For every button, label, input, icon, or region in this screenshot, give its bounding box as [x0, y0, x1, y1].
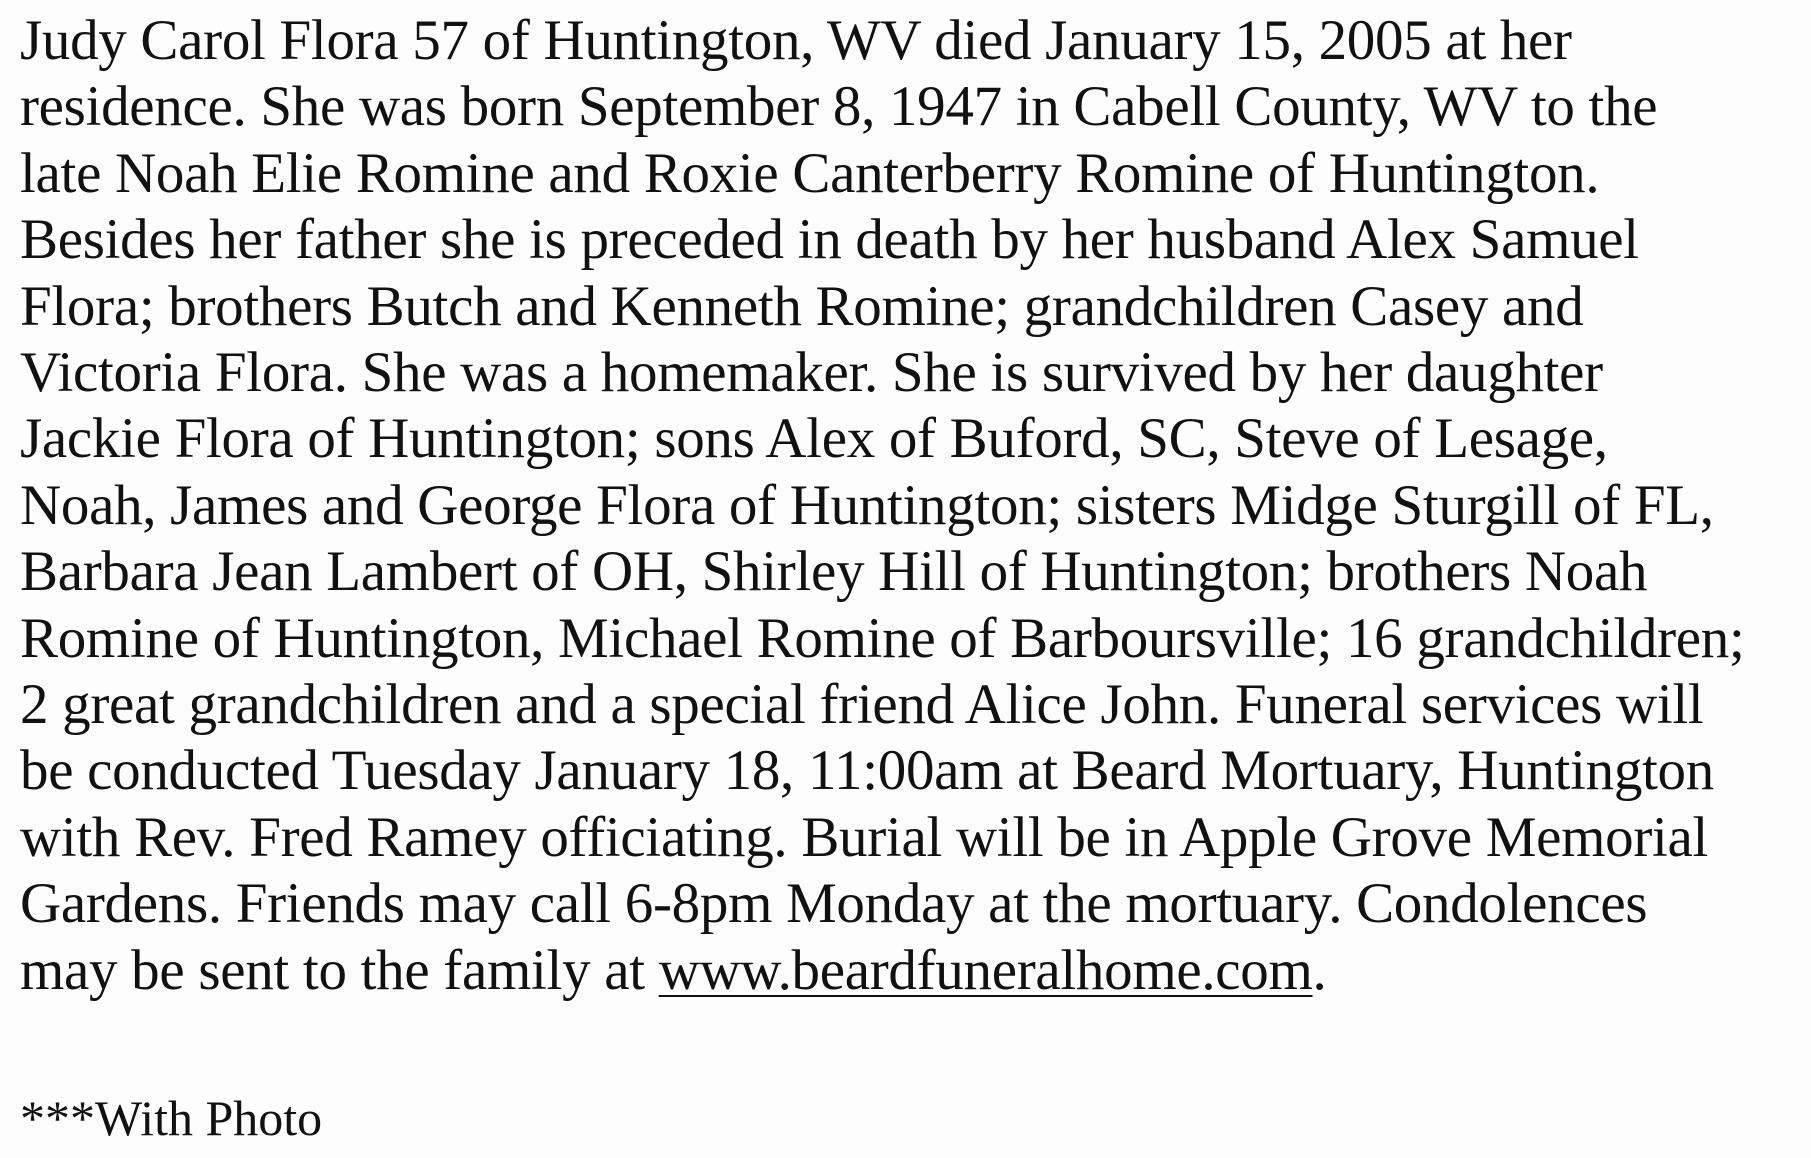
obituary-line: Romine of Huntington, Michael Romine of Barboursville; 16 grandchildren;: [20, 606, 1745, 670]
obituary-line: Jackie Flora of Huntington; sons Alex of Buford, SC, Steve of Lesage,: [20, 407, 1608, 471]
obituary-line: Flora; brothers Butch and Kenneth Romine; grandchildren Casey and: [20, 274, 1584, 338]
obituary-line: Barbara Jean Lambert of OH, Shirley Hill of Huntington; brothers Noah: [20, 540, 1648, 604]
obituary-line: with Rev. Fred Ramey officiating. Burial will be in Apple Grove Memorial: [20, 805, 1709, 869]
obituary-line: Gardens. Friends may call 6-8pm Monday at the mortuary. Condolences: [20, 872, 1648, 936]
obituary-line: Noah, James and George Flora of Huntington; sisters Midge Sturgill of FL,: [20, 473, 1714, 537]
obituary-line: 2 great grandchildren and a special friend Alice John. Funeral services will: [20, 673, 1704, 737]
obituary-text: [20, 8, 1810, 1004]
obituary-last-line: [20, 938, 1810, 1004]
last-line-prefix: may be sent to the family at: [20, 938, 659, 1002]
obituary-line: residence. She was born September 8, 1947 in Cabell County, WV to the: [20, 75, 1658, 139]
obituary-line: be conducted Tuesday January 18, 11:00am at Beard Mortuary, Huntington: [20, 739, 1714, 803]
obituary-line: Besides her father she is preceded in death by her husband Alex Samuel: [20, 208, 1639, 272]
obituary-line: Judy Carol Flora 57 of Huntington, WV died January 15, 2005 at her: [20, 9, 1572, 72]
obituary-line: Victoria Flora. She was a homemaker. She is survived by her daughter: [20, 341, 1603, 405]
obituary-line: late Noah Elie Romine and Roxie Canterberry Romine of Huntington.: [20, 141, 1600, 205]
last-line-suffix: .: [1312, 938, 1327, 1002]
funeral-home-website-link[interactable]: www.beardfuneralhome.com: [658, 938, 1313, 1002]
photo-note: ***With Photo: [20, 1090, 323, 1146]
